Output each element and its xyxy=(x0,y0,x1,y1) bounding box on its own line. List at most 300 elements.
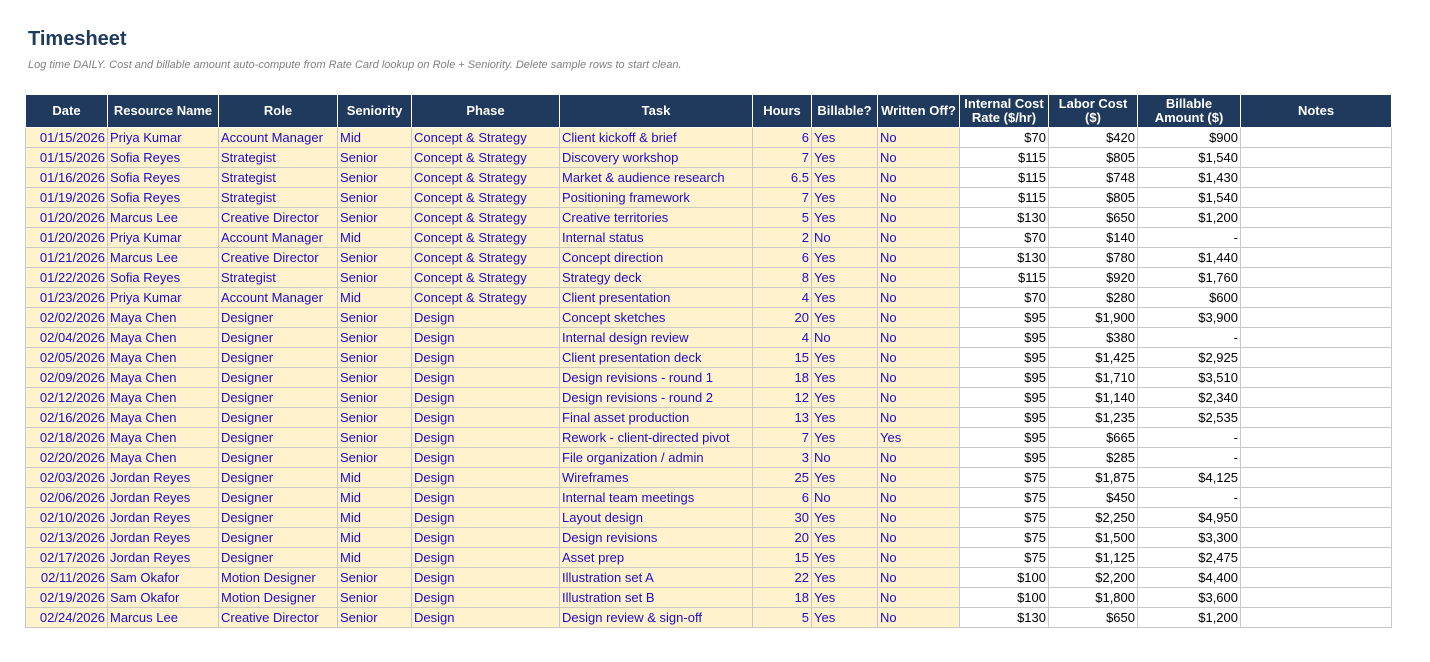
resource-name-cell[interactable]: Sam Okafor xyxy=(108,568,219,588)
role-cell[interactable]: Designer xyxy=(219,328,338,348)
cost-rate-cell[interactable]: $95 xyxy=(960,388,1049,408)
cost-rate-cell[interactable]: $100 xyxy=(960,568,1049,588)
cost-rate-cell[interactable]: $115 xyxy=(960,168,1049,188)
billable-cell[interactable]: Yes xyxy=(812,128,878,148)
role-cell[interactable]: Designer xyxy=(219,528,338,548)
resource-name-cell[interactable]: Priya Kumar xyxy=(108,128,219,148)
seniority-cell[interactable]: Mid xyxy=(338,548,412,568)
billable-cell[interactable]: Yes xyxy=(812,368,878,388)
notes-cell[interactable] xyxy=(1241,608,1392,628)
date-cell[interactable]: 01/15/2026 xyxy=(26,148,108,168)
billable-amount-cell[interactable]: $3,900 xyxy=(1138,308,1241,328)
phase-cell[interactable]: Concept & Strategy xyxy=(412,248,560,268)
column-header-seniority[interactable]: Seniority xyxy=(338,95,412,128)
role-cell[interactable]: Designer xyxy=(219,308,338,328)
billable-cell[interactable]: Yes xyxy=(812,208,878,228)
seniority-cell[interactable]: Senior xyxy=(338,188,412,208)
date-cell[interactable]: 02/20/2026 xyxy=(26,448,108,468)
labor-cost-cell[interactable]: $280 xyxy=(1049,288,1138,308)
cost-rate-cell[interactable]: $75 xyxy=(960,528,1049,548)
phase-cell[interactable]: Design xyxy=(412,388,560,408)
task-cell[interactable]: Wireframes xyxy=(560,468,753,488)
date-cell[interactable]: 01/23/2026 xyxy=(26,288,108,308)
seniority-cell[interactable]: Senior xyxy=(338,268,412,288)
task-cell[interactable]: Final asset production xyxy=(560,408,753,428)
seniority-cell[interactable]: Senior xyxy=(338,448,412,468)
hours-cell[interactable]: 6 xyxy=(753,488,812,508)
cost-rate-cell[interactable]: $130 xyxy=(960,608,1049,628)
billable-cell[interactable]: Yes xyxy=(812,348,878,368)
phase-cell[interactable]: Concept & Strategy xyxy=(412,228,560,248)
task-cell[interactable]: Internal design review xyxy=(560,328,753,348)
cost-rate-cell[interactable]: $70 xyxy=(960,128,1049,148)
billable-cell[interactable]: No xyxy=(812,328,878,348)
date-cell[interactable]: 02/09/2026 xyxy=(26,368,108,388)
seniority-cell[interactable]: Senior xyxy=(338,608,412,628)
seniority-cell[interactable]: Senior xyxy=(338,168,412,188)
billable-cell[interactable]: Yes xyxy=(812,608,878,628)
seniority-cell[interactable]: Senior xyxy=(338,308,412,328)
task-cell[interactable]: Internal team meetings xyxy=(560,488,753,508)
resource-name-cell[interactable]: Sam Okafor xyxy=(108,588,219,608)
role-cell[interactable]: Designer xyxy=(219,508,338,528)
date-cell[interactable]: 02/11/2026 xyxy=(26,568,108,588)
task-cell[interactable]: File organization / admin xyxy=(560,448,753,468)
cost-rate-cell[interactable]: $95 xyxy=(960,368,1049,388)
hours-cell[interactable]: 5 xyxy=(753,208,812,228)
resource-name-cell[interactable]: Priya Kumar xyxy=(108,228,219,248)
written-off-cell[interactable]: No xyxy=(878,408,960,428)
seniority-cell[interactable]: Mid xyxy=(338,508,412,528)
hours-cell[interactable]: 20 xyxy=(753,528,812,548)
column-header-written-off[interactable]: Written Off? xyxy=(878,95,960,128)
notes-cell[interactable] xyxy=(1241,208,1392,228)
role-cell[interactable]: Designer xyxy=(219,408,338,428)
resource-name-cell[interactable]: Sofia Reyes xyxy=(108,168,219,188)
notes-cell[interactable] xyxy=(1241,448,1392,468)
cost-rate-cell[interactable]: $95 xyxy=(960,448,1049,468)
resource-name-cell[interactable]: Sofia Reyes xyxy=(108,268,219,288)
notes-cell[interactable] xyxy=(1241,268,1392,288)
notes-cell[interactable] xyxy=(1241,508,1392,528)
billable-amount-cell[interactable]: $3,600 xyxy=(1138,588,1241,608)
written-off-cell[interactable]: No xyxy=(878,248,960,268)
phase-cell[interactable]: Concept & Strategy xyxy=(412,268,560,288)
seniority-cell[interactable]: Senior xyxy=(338,248,412,268)
written-off-cell[interactable]: No xyxy=(878,388,960,408)
resource-name-cell[interactable]: Maya Chen xyxy=(108,328,219,348)
task-cell[interactable]: Design revisions - round 2 xyxy=(560,388,753,408)
resource-name-cell[interactable]: Jordan Reyes xyxy=(108,528,219,548)
billable-cell[interactable]: Yes xyxy=(812,288,878,308)
cost-rate-cell[interactable]: $75 xyxy=(960,468,1049,488)
billable-amount-cell[interactable]: - xyxy=(1138,428,1241,448)
hours-cell[interactable]: 8 xyxy=(753,268,812,288)
written-off-cell[interactable]: No xyxy=(878,448,960,468)
billable-cell[interactable]: Yes xyxy=(812,188,878,208)
resource-name-cell[interactable]: Jordan Reyes xyxy=(108,488,219,508)
phase-cell[interactable]: Design xyxy=(412,408,560,428)
cost-rate-cell[interactable]: $95 xyxy=(960,328,1049,348)
phase-cell[interactable]: Design xyxy=(412,488,560,508)
hours-cell[interactable]: 18 xyxy=(753,368,812,388)
date-cell[interactable]: 01/16/2026 xyxy=(26,168,108,188)
billable-cell[interactable]: Yes xyxy=(812,308,878,328)
notes-cell[interactable] xyxy=(1241,248,1392,268)
billable-amount-cell[interactable]: - xyxy=(1138,488,1241,508)
task-cell[interactable]: Illustration set A xyxy=(560,568,753,588)
written-off-cell[interactable]: No xyxy=(878,468,960,488)
date-cell[interactable]: 02/16/2026 xyxy=(26,408,108,428)
seniority-cell[interactable]: Senior xyxy=(338,428,412,448)
task-cell[interactable]: Design review & sign-off xyxy=(560,608,753,628)
labor-cost-cell[interactable]: $1,800 xyxy=(1049,588,1138,608)
cost-rate-cell[interactable]: $75 xyxy=(960,508,1049,528)
date-cell[interactable]: 02/17/2026 xyxy=(26,548,108,568)
phase-cell[interactable]: Design xyxy=(412,588,560,608)
task-cell[interactable]: Concept direction xyxy=(560,248,753,268)
resource-name-cell[interactable]: Sofia Reyes xyxy=(108,188,219,208)
seniority-cell[interactable]: Mid xyxy=(338,128,412,148)
resource-name-cell[interactable]: Sofia Reyes xyxy=(108,148,219,168)
column-header-billable[interactable]: Billable? xyxy=(812,95,878,128)
cost-rate-cell[interactable]: $75 xyxy=(960,488,1049,508)
hours-cell[interactable]: 4 xyxy=(753,288,812,308)
resource-name-cell[interactable]: Maya Chen xyxy=(108,368,219,388)
seniority-cell[interactable]: Senior xyxy=(338,568,412,588)
resource-name-cell[interactable]: Jordan Reyes xyxy=(108,468,219,488)
labor-cost-cell[interactable]: $1,425 xyxy=(1049,348,1138,368)
seniority-cell[interactable]: Senior xyxy=(338,388,412,408)
cost-rate-cell[interactable]: $130 xyxy=(960,208,1049,228)
cost-rate-cell[interactable]: $115 xyxy=(960,188,1049,208)
hours-cell[interactable]: 22 xyxy=(753,568,812,588)
task-cell[interactable]: Client presentation xyxy=(560,288,753,308)
resource-name-cell[interactable]: Marcus Lee xyxy=(108,208,219,228)
written-off-cell[interactable]: No xyxy=(878,488,960,508)
labor-cost-cell[interactable]: $1,500 xyxy=(1049,528,1138,548)
role-cell[interactable]: Account Manager xyxy=(219,128,338,148)
notes-cell[interactable] xyxy=(1241,428,1392,448)
column-header-labor-cost[interactable]: Labor Cost ($) xyxy=(1049,95,1138,128)
hours-cell[interactable]: 5 xyxy=(753,608,812,628)
role-cell[interactable]: Account Manager xyxy=(219,228,338,248)
role-cell[interactable]: Designer xyxy=(219,348,338,368)
resource-name-cell[interactable]: Maya Chen xyxy=(108,428,219,448)
labor-cost-cell[interactable]: $805 xyxy=(1049,188,1138,208)
date-cell[interactable]: 02/02/2026 xyxy=(26,308,108,328)
cost-rate-cell[interactable]: $95 xyxy=(960,408,1049,428)
hours-cell[interactable]: 25 xyxy=(753,468,812,488)
seniority-cell[interactable]: Senior xyxy=(338,148,412,168)
billable-cell[interactable]: Yes xyxy=(812,508,878,528)
date-cell[interactable]: 02/06/2026 xyxy=(26,488,108,508)
written-off-cell[interactable]: No xyxy=(878,608,960,628)
billable-cell[interactable]: Yes xyxy=(812,588,878,608)
billable-amount-cell[interactable]: $1,540 xyxy=(1138,148,1241,168)
written-off-cell[interactable]: Yes xyxy=(878,428,960,448)
role-cell[interactable]: Designer xyxy=(219,448,338,468)
seniority-cell[interactable]: Mid xyxy=(338,528,412,548)
billable-cell[interactable]: Yes xyxy=(812,168,878,188)
billable-amount-cell[interactable]: $2,340 xyxy=(1138,388,1241,408)
labor-cost-cell[interactable]: $2,250 xyxy=(1049,508,1138,528)
written-off-cell[interactable]: No xyxy=(878,508,960,528)
billable-cell[interactable]: Yes xyxy=(812,428,878,448)
task-cell[interactable]: Discovery workshop xyxy=(560,148,753,168)
role-cell[interactable]: Account Manager xyxy=(219,288,338,308)
task-cell[interactable]: Market & audience research xyxy=(560,168,753,188)
phase-cell[interactable]: Design xyxy=(412,348,560,368)
task-cell[interactable]: Asset prep xyxy=(560,548,753,568)
seniority-cell[interactable]: Mid xyxy=(338,288,412,308)
role-cell[interactable]: Designer xyxy=(219,368,338,388)
date-cell[interactable]: 02/13/2026 xyxy=(26,528,108,548)
task-cell[interactable]: Design revisions xyxy=(560,528,753,548)
role-cell[interactable]: Strategist xyxy=(219,268,338,288)
written-off-cell[interactable]: No xyxy=(878,308,960,328)
task-cell[interactable]: Design revisions - round 1 xyxy=(560,368,753,388)
billable-cell[interactable]: No xyxy=(812,488,878,508)
phase-cell[interactable]: Design xyxy=(412,468,560,488)
hours-cell[interactable]: 7 xyxy=(753,428,812,448)
role-cell[interactable]: Creative Director xyxy=(219,248,338,268)
task-cell[interactable]: Layout design xyxy=(560,508,753,528)
role-cell[interactable]: Designer xyxy=(219,428,338,448)
hours-cell[interactable]: 18 xyxy=(753,588,812,608)
written-off-cell[interactable]: No xyxy=(878,168,960,188)
hours-cell[interactable]: 2 xyxy=(753,228,812,248)
resource-name-cell[interactable]: Marcus Lee xyxy=(108,248,219,268)
notes-cell[interactable] xyxy=(1241,388,1392,408)
notes-cell[interactable] xyxy=(1241,548,1392,568)
billable-amount-cell[interactable]: $3,300 xyxy=(1138,528,1241,548)
labor-cost-cell[interactable]: $450 xyxy=(1049,488,1138,508)
cost-rate-cell[interactable]: $75 xyxy=(960,548,1049,568)
written-off-cell[interactable]: No xyxy=(878,348,960,368)
labor-cost-cell[interactable]: $1,710 xyxy=(1049,368,1138,388)
billable-cell[interactable]: Yes xyxy=(812,468,878,488)
hours-cell[interactable]: 7 xyxy=(753,188,812,208)
hours-cell[interactable]: 20 xyxy=(753,308,812,328)
role-cell[interactable]: Designer xyxy=(219,488,338,508)
written-off-cell[interactable]: No xyxy=(878,368,960,388)
role-cell[interactable]: Strategist xyxy=(219,148,338,168)
labor-cost-cell[interactable]: $650 xyxy=(1049,208,1138,228)
date-cell[interactable]: 02/19/2026 xyxy=(26,588,108,608)
cost-rate-cell[interactable]: $95 xyxy=(960,428,1049,448)
phase-cell[interactable]: Concept & Strategy xyxy=(412,208,560,228)
date-cell[interactable]: 02/12/2026 xyxy=(26,388,108,408)
resource-name-cell[interactable]: Marcus Lee xyxy=(108,608,219,628)
role-cell[interactable]: Designer xyxy=(219,548,338,568)
cost-rate-cell[interactable]: $115 xyxy=(960,268,1049,288)
written-off-cell[interactable]: No xyxy=(878,588,960,608)
seniority-cell[interactable]: Senior xyxy=(338,408,412,428)
date-cell[interactable]: 01/19/2026 xyxy=(26,188,108,208)
resource-name-cell[interactable]: Maya Chen xyxy=(108,408,219,428)
role-cell[interactable]: Strategist xyxy=(219,188,338,208)
role-cell[interactable]: Creative Director xyxy=(219,208,338,228)
phase-cell[interactable]: Design xyxy=(412,528,560,548)
cost-rate-cell[interactable]: $115 xyxy=(960,148,1049,168)
billable-amount-cell[interactable]: $1,540 xyxy=(1138,188,1241,208)
column-header-task[interactable]: Task xyxy=(560,95,753,128)
task-cell[interactable]: Creative territories xyxy=(560,208,753,228)
labor-cost-cell[interactable]: $2,200 xyxy=(1049,568,1138,588)
billable-amount-cell[interactable]: $2,535 xyxy=(1138,408,1241,428)
billable-amount-cell[interactable]: $600 xyxy=(1138,288,1241,308)
hours-cell[interactable]: 30 xyxy=(753,508,812,528)
phase-cell[interactable]: Concept & Strategy xyxy=(412,128,560,148)
task-cell[interactable]: Positioning framework xyxy=(560,188,753,208)
phase-cell[interactable]: Design xyxy=(412,508,560,528)
billable-amount-cell[interactable]: - xyxy=(1138,328,1241,348)
date-cell[interactable]: 02/18/2026 xyxy=(26,428,108,448)
seniority-cell[interactable]: Senior xyxy=(338,588,412,608)
column-header-date[interactable]: Date xyxy=(26,95,108,128)
written-off-cell[interactable]: No xyxy=(878,148,960,168)
hours-cell[interactable]: 13 xyxy=(753,408,812,428)
seniority-cell[interactable]: Senior xyxy=(338,348,412,368)
hours-cell[interactable]: 3 xyxy=(753,448,812,468)
labor-cost-cell[interactable]: $665 xyxy=(1049,428,1138,448)
hours-cell[interactable]: 4 xyxy=(753,328,812,348)
phase-cell[interactable]: Design xyxy=(412,448,560,468)
billable-amount-cell[interactable]: $900 xyxy=(1138,128,1241,148)
role-cell[interactable]: Motion Designer xyxy=(219,588,338,608)
phase-cell[interactable]: Design xyxy=(412,328,560,348)
written-off-cell[interactable]: No xyxy=(878,568,960,588)
billable-amount-cell[interactable]: $1,760 xyxy=(1138,268,1241,288)
column-header-resource-name[interactable]: Resource Name xyxy=(108,95,219,128)
phase-cell[interactable]: Concept & Strategy xyxy=(412,288,560,308)
billable-cell[interactable]: Yes xyxy=(812,568,878,588)
task-cell[interactable]: Strategy deck xyxy=(560,268,753,288)
notes-cell[interactable] xyxy=(1241,588,1392,608)
task-cell[interactable]: Internal status xyxy=(560,228,753,248)
billable-amount-cell[interactable]: $4,950 xyxy=(1138,508,1241,528)
written-off-cell[interactable]: No xyxy=(878,328,960,348)
billable-amount-cell[interactable]: $2,925 xyxy=(1138,348,1241,368)
billable-cell[interactable]: Yes xyxy=(812,248,878,268)
billable-cell[interactable]: Yes xyxy=(812,408,878,428)
task-cell[interactable]: Client kickoff & brief xyxy=(560,128,753,148)
date-cell[interactable]: 02/24/2026 xyxy=(26,608,108,628)
resource-name-cell[interactable]: Jordan Reyes xyxy=(108,508,219,528)
billable-cell[interactable]: Yes xyxy=(812,148,878,168)
billable-amount-cell[interactable]: - xyxy=(1138,228,1241,248)
role-cell[interactable]: Designer xyxy=(219,388,338,408)
column-header-billable-amount[interactable]: Billable Amount ($) xyxy=(1138,95,1241,128)
billable-amount-cell[interactable]: $2,475 xyxy=(1138,548,1241,568)
resource-name-cell[interactable]: Maya Chen xyxy=(108,388,219,408)
notes-cell[interactable] xyxy=(1241,228,1392,248)
billable-amount-cell[interactable]: - xyxy=(1138,448,1241,468)
notes-cell[interactable] xyxy=(1241,148,1392,168)
phase-cell[interactable]: Concept & Strategy xyxy=(412,188,560,208)
phase-cell[interactable]: Design xyxy=(412,548,560,568)
notes-cell[interactable] xyxy=(1241,408,1392,428)
cost-rate-cell[interactable]: $130 xyxy=(960,248,1049,268)
labor-cost-cell[interactable]: $1,235 xyxy=(1049,408,1138,428)
date-cell[interactable]: 01/15/2026 xyxy=(26,128,108,148)
date-cell[interactable]: 01/20/2026 xyxy=(26,208,108,228)
seniority-cell[interactable]: Mid xyxy=(338,468,412,488)
date-cell[interactable]: 02/10/2026 xyxy=(26,508,108,528)
hours-cell[interactable]: 12 xyxy=(753,388,812,408)
column-header-role[interactable]: Role xyxy=(219,95,338,128)
hours-cell[interactable]: 15 xyxy=(753,348,812,368)
cost-rate-cell[interactable]: $95 xyxy=(960,348,1049,368)
role-cell[interactable]: Motion Designer xyxy=(219,568,338,588)
task-cell[interactable]: Rework - client-directed pivot xyxy=(560,428,753,448)
notes-cell[interactable] xyxy=(1241,188,1392,208)
labor-cost-cell[interactable]: $1,900 xyxy=(1049,308,1138,328)
hours-cell[interactable]: 6.5 xyxy=(753,168,812,188)
labor-cost-cell[interactable]: $380 xyxy=(1049,328,1138,348)
phase-cell[interactable]: Design xyxy=(412,368,560,388)
billable-amount-cell[interactable]: $1,200 xyxy=(1138,208,1241,228)
cost-rate-cell[interactable]: $95 xyxy=(960,308,1049,328)
resource-name-cell[interactable]: Maya Chen xyxy=(108,308,219,328)
labor-cost-cell[interactable]: $285 xyxy=(1049,448,1138,468)
billable-cell[interactable]: Yes xyxy=(812,388,878,408)
written-off-cell[interactable]: No xyxy=(878,188,960,208)
billable-amount-cell[interactable]: $4,125 xyxy=(1138,468,1241,488)
cost-rate-cell[interactable]: $70 xyxy=(960,228,1049,248)
written-off-cell[interactable]: No xyxy=(878,528,960,548)
role-cell[interactable]: Designer xyxy=(219,468,338,488)
seniority-cell[interactable]: Mid xyxy=(338,488,412,508)
labor-cost-cell[interactable]: $1,875 xyxy=(1049,468,1138,488)
notes-cell[interactable] xyxy=(1241,368,1392,388)
cost-rate-cell[interactable]: $70 xyxy=(960,288,1049,308)
date-cell[interactable]: 02/05/2026 xyxy=(26,348,108,368)
notes-cell[interactable] xyxy=(1241,128,1392,148)
hours-cell[interactable]: 7 xyxy=(753,148,812,168)
billable-amount-cell[interactable]: $1,430 xyxy=(1138,168,1241,188)
written-off-cell[interactable]: No xyxy=(878,288,960,308)
labor-cost-cell[interactable]: $1,125 xyxy=(1049,548,1138,568)
task-cell[interactable]: Client presentation deck xyxy=(560,348,753,368)
written-off-cell[interactable]: No xyxy=(878,268,960,288)
written-off-cell[interactable]: No xyxy=(878,128,960,148)
notes-cell[interactable] xyxy=(1241,528,1392,548)
date-cell[interactable]: 01/20/2026 xyxy=(26,228,108,248)
labor-cost-cell[interactable]: $420 xyxy=(1049,128,1138,148)
notes-cell[interactable] xyxy=(1241,468,1392,488)
date-cell[interactable]: 01/22/2026 xyxy=(26,268,108,288)
task-cell[interactable]: Concept sketches xyxy=(560,308,753,328)
labor-cost-cell[interactable]: $805 xyxy=(1049,148,1138,168)
labor-cost-cell[interactable]: $780 xyxy=(1049,248,1138,268)
written-off-cell[interactable]: No xyxy=(878,208,960,228)
billable-cell[interactable]: Yes xyxy=(812,268,878,288)
billable-amount-cell[interactable]: $1,440 xyxy=(1138,248,1241,268)
billable-cell[interactable]: Yes xyxy=(812,528,878,548)
notes-cell[interactable] xyxy=(1241,288,1392,308)
column-header-hours[interactable]: Hours xyxy=(753,95,812,128)
phase-cell[interactable]: Design xyxy=(412,608,560,628)
labor-cost-cell[interactable]: $650 xyxy=(1049,608,1138,628)
notes-cell[interactable] xyxy=(1241,348,1392,368)
notes-cell[interactable] xyxy=(1241,568,1392,588)
hours-cell[interactable]: 15 xyxy=(753,548,812,568)
notes-cell[interactable] xyxy=(1241,328,1392,348)
notes-cell[interactable] xyxy=(1241,308,1392,328)
billable-amount-cell[interactable]: $1,200 xyxy=(1138,608,1241,628)
